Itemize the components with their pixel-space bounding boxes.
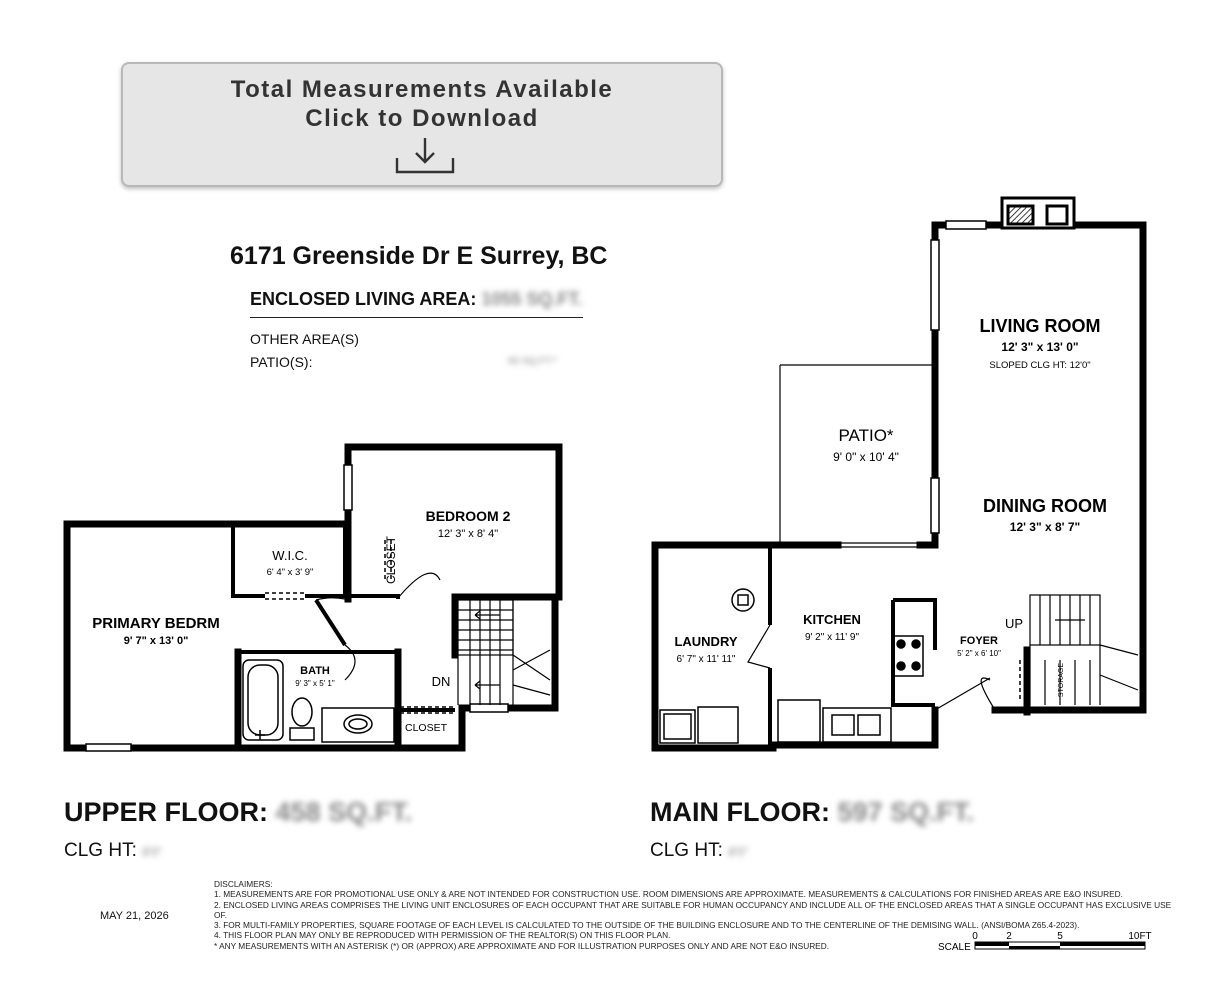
closet-2-label: CLOSET	[404, 722, 448, 734]
property-address: 6171 Greenside Dr E Surrey, BC	[230, 242, 608, 270]
banner-line-1: Total Measurements Available	[230, 76, 614, 103]
storage-label: STORAGE	[1058, 662, 1065, 698]
scale-tick-5: 5	[1057, 931, 1063, 942]
closet-1-label: CLOSET	[384, 535, 398, 585]
upper-floor-area: 458 SQ.FT.	[275, 797, 413, 827]
down-label: DN	[431, 674, 451, 689]
laundry-label: LAUNDRY	[674, 634, 738, 649]
upper-floor-title	[64, 797, 412, 828]
main-room-labels	[674, 316, 1107, 697]
disclaimer-item: 1. MEASUREMENTS ARE FOR PROMOTIONAL USE ONLY & ARE NOT INTENDED FOR CONSTRUCTION USE. ROOM DIMENSIONS ARE APPROXIMATE. MEASUREMENTS & CALCULATIONS FOR FINISHED AREAS ARE E&O INSURED.	[214, 889, 1123, 900]
dining-room-dims: 12' 3" x 8' 7"	[1009, 520, 1081, 534]
kitchen-label: KITCHEN	[803, 612, 861, 627]
upper-floor-label: UPPER FLOOR:	[64, 797, 269, 827]
foyer-dims: 5' 2" x 6' 10"	[957, 649, 1001, 658]
scale-tick-10: 10FT	[1128, 931, 1152, 942]
primary-bedroom-dims: 9' 7" x 13' 0"	[123, 635, 189, 647]
upper-clg-value: 8'0"	[142, 845, 163, 859]
disclaimer-item: 3. FOR MULTI-FAMILY PROPERTIES, SQUARE FOOTAGE OF EACH LEVEL IS CALCULATED TO THE OUTSIDE OF THE BUILDING ENCLOSURE AND TO THE CENTERLINE OF THE DEMISING WALL. (ANSI/BOMA Z65.4-2023).	[214, 920, 1080, 931]
bedroom-2-dims: 12' 3" x 8' 4"	[437, 528, 499, 540]
bath-dims: 9' 3" x 5' 1"	[295, 679, 335, 688]
main-floor-area: 597 SQ.FT.	[837, 797, 975, 827]
enclosed-area-label: ENCLOSED LIVING AREA:	[250, 289, 477, 309]
upper-clg	[64, 840, 162, 862]
disclaimer-item: 2. ENCLOSED LIVING AREAS COMPRISES THE LIVING UNIT ENCLOSURES OF EACH OCCUPANT THAT ARE SUITABLE FOR HUMAN OCCUPANCY AND INCLUDE ALL OF THE ENCLOSED AREAS THAT A SINGLE OCCUPANT HAS EXCLUSIVE USE OF.	[214, 899, 1172, 920]
other-areas-label: OTHER AREA(S)	[250, 331, 359, 347]
disclaimer-item: 4. THIS FLOOR PLAN MAY ONLY BE REPRODUCED WITH PERMISSION OF THE REALTOR(S) ON THIS FLOOR PLAN.	[214, 930, 671, 941]
scale-tick-0: 0	[972, 931, 978, 942]
main-clg-value: 8'0"	[728, 845, 749, 859]
patio-room-dims: 9' 0" x 10' 4"	[833, 450, 899, 464]
patio-label: PATIO(S):	[250, 354, 313, 370]
scale-tick-2: 2	[1006, 931, 1012, 942]
disclaimer-item: * ANY MEASUREMENTS WITH AN ASTERISK (*) OR (APPROX) ARE APPROXIMATE AND FOR ILLUSTRATION PURPOSES ONLY AND ARE NOT E&O INSURED.	[214, 940, 830, 951]
wic-label: W.I.C.	[272, 548, 308, 563]
disclaimer-heading: DISCLAIMERS:	[214, 879, 273, 889]
up-label: UP	[1004, 616, 1024, 631]
bedroom-2-label: BEDROOM 2	[425, 508, 511, 524]
living-room-label: LIVING ROOM	[979, 316, 1101, 336]
wic-dims: 6' 4" x 3' 9"	[266, 567, 314, 578]
banner-line-2: Click to Download	[305, 105, 539, 132]
primary-bedroom-label: PRIMARY BEDRM	[92, 615, 220, 632]
upper-floor-plan	[67, 447, 559, 751]
main-floor-title	[650, 797, 974, 828]
upper-room-labels	[92, 508, 510, 734]
patio-value: 93 SQ.FT.*	[508, 356, 557, 367]
main-floor-plan	[655, 198, 1143, 748]
disclaimers	[214, 879, 1174, 951]
scale-label: SCALE	[938, 942, 971, 953]
living-room-note: SLOPED CLG HT: 12'0"	[989, 360, 1091, 371]
bath-label: BATH	[300, 665, 330, 677]
enclosed-area-value: 1055 SQ.FT.	[481, 289, 583, 309]
kitchen-dims: 9' 2" x 11' 9"	[804, 632, 860, 643]
dining-room-label: DINING ROOM	[983, 496, 1107, 516]
main-clg-label: CLG HT:	[650, 840, 723, 861]
upper-clg-label: CLG HT:	[64, 840, 137, 861]
patio-room-label: PATIO*	[838, 426, 894, 445]
main-clg	[650, 840, 748, 862]
plan-date: MAY 21, 2026	[100, 910, 169, 922]
laundry-dims: 6' 7" x 11' 11"	[676, 654, 736, 665]
foyer-label: FOYER	[960, 635, 998, 647]
living-room-dims: 12' 3" x 13' 0"	[1001, 340, 1079, 354]
main-floor-label: MAIN FLOOR:	[650, 797, 830, 827]
